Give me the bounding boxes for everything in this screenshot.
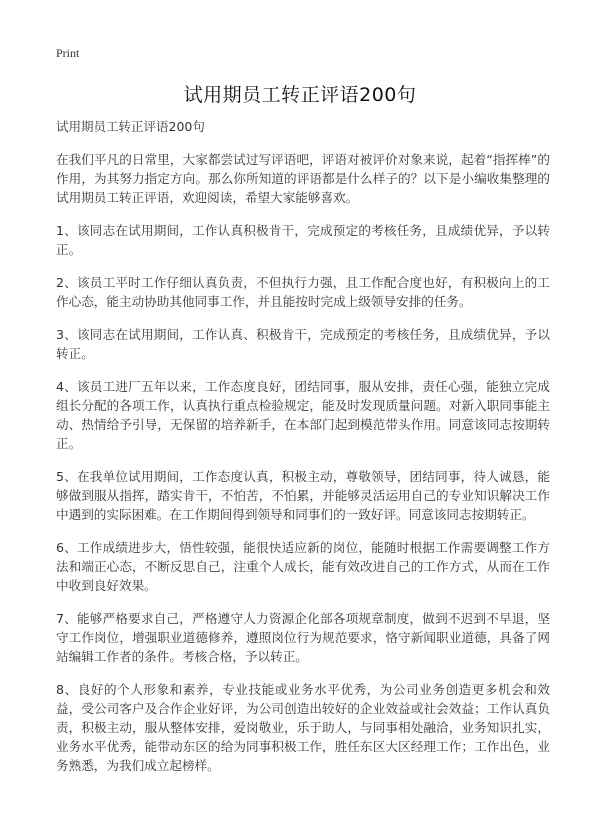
comment-paragraph-2: 2、该员工平时工作仔细认真负责，不但执行力强，且工作配合度也好，有积极向上的工作心态，能主动协助其他同事工作，并且能按时完成上级领导安排的任务。: [56, 275, 550, 309]
document-title: 试用期员工转正评语200句: [183, 84, 417, 106]
intro-paragraph: 在我们平凡的日常里，大家都尝试过写评语吧，评语对被评价对象来说，起着“指挥棒”的作用，为其努力指定方向。那么你所知道的评语都是什么样子的？以下是小编收集整理的试用期员工转正评语，欢迎阅读，希望大家能够喜欢。: [56, 152, 550, 205]
comment-paragraph-8: 8、良好的个人形象和素养，专业技能或业务水平优秀，为公司业务创造更多机会和效益，受公司客户及合作企业好评，为公司创造出较好的企业效益或社会效益；工作认真负责，积极主动，服从整体安排，爱岗敬业，乐于助人，与同事相处融洽，业务知识扎实，业务水平优秀，能带动东区的给为同事积极工作，胜任东区大区经理工作；工作出色，业务熟悉，为我们成立起榜样。: [56, 682, 550, 773]
print-link[interactable]: Print: [56, 46, 80, 60]
comment-paragraph-7: 7、能够严格要求自己，严格遵守人力资源企化部各项规章制度，做到不迟到不早退，坚守工作岗位，增强职业道德修养，遵照岗位行为规范要求，恪守新闻职业道德，具备了网站编辑工作者的条件。考核合格，予以转正。: [56, 611, 550, 664]
comment-paragraph-3: 3、该同志在试用期间，工作认真、积极肯干，完成预定的考核任务，且成绩优异，予以转正。: [56, 327, 550, 361]
document-subtitle: 试用期员工转正评语200句: [56, 119, 205, 134]
comment-paragraph-6: 6、工作成绩进步大，悟性较强，能很快适应新的岗位，能随时根据工作需要调整工作方法和端正心态，不断反思自己，注重个人成长，能有效改进自己的工作方式，从而在工作中收到良好效果。: [56, 540, 550, 593]
document-body: [56, 118, 550, 789]
comment-paragraph-5: 5、在我单位试用期间，工作态度认真，积极主动，尊敬领导，团结同事，待人诚恳，能够做到服从指挥，踏实肯干，不怕苦，不怕累，并能够灵活运用自己的专业知识解决工作中遇到的实际困难。在工作期间得到领导和同事们的一致好评。同意该同志按期转正。: [56, 469, 550, 522]
comment-paragraph-1: 1、该同志在试用期间，工作认真积极肯干，完成预定的考核任务，且成绩优异，予以转正。: [56, 223, 550, 257]
comment-paragraph-4: 4、该员工进厂五年以来，工作态度良好，团结同事，服从安排，责任心强，能独立完成组长分配的各项工作，认真执行重点检验规定，能及时发现质量问题。对新入职同事能主动、热情给予引导，无保留的培养新手，在本部门起到模范带头作用。同意该同志按期转正。: [56, 379, 550, 451]
